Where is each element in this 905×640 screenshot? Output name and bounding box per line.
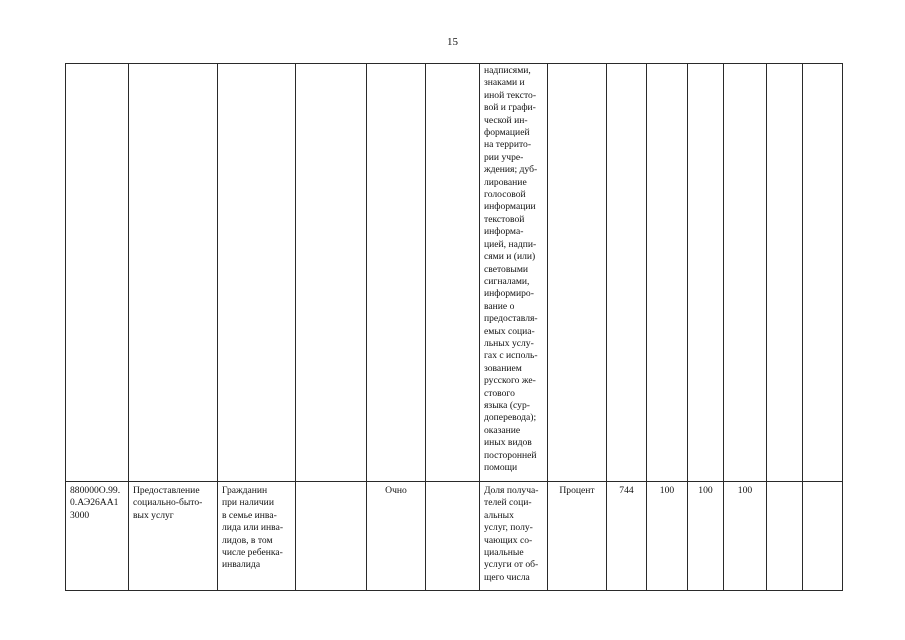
table-cell <box>688 64 724 482</box>
service-form-text: Очно <box>385 485 407 496</box>
table-cell <box>426 64 480 482</box>
table-cell <box>724 64 767 482</box>
table-cell <box>129 482 218 591</box>
table-cell <box>607 64 647 482</box>
table-cell <box>367 64 426 482</box>
service-indicators-table <box>65 63 843 591</box>
value-text: 100 <box>737 485 753 496</box>
table-cell <box>218 482 296 591</box>
table-cell <box>480 64 548 482</box>
value-text: 100 <box>659 485 675 496</box>
okei-code-text: 744 <box>619 485 634 496</box>
page-number: 15 <box>447 36 458 48</box>
table-cell <box>803 482 843 591</box>
table-cell <box>647 482 688 591</box>
table-cell <box>767 64 803 482</box>
recipient-category-text: Гражданин при наличии в семье инва- лида или инва- лидов, в том числе ребенка- инвалида <box>222 485 284 571</box>
table-row <box>66 64 843 482</box>
table-cell <box>548 482 607 591</box>
table-cell <box>647 64 688 482</box>
table-cell <box>66 482 129 591</box>
indicator-name-text: Доля получа- телей соци- альных услуг, полу- чающих со- циальные услуги от об- щего числа <box>484 485 539 583</box>
table-cell <box>767 482 803 591</box>
table-row <box>66 482 843 591</box>
service-name-text: Предоставление социально-быто- вых услуг <box>133 485 203 521</box>
table-cell <box>218 64 296 482</box>
table-cell <box>724 482 767 591</box>
table-cell <box>688 482 724 591</box>
table-cell <box>803 64 843 482</box>
table-cell <box>66 64 129 482</box>
table-cell <box>607 482 647 591</box>
value-text: 100 <box>698 485 713 496</box>
table-cell <box>548 64 607 482</box>
indicator-description-text: надписями, знаками и иной текcто- вой и графи- ческой ин- формацией на террито- рии учре- ждения; дуб- лирование голосовой информации текстовой информа- цией, надпи- сями и (или) световыми сигналами, информиро- вание о предоставля- емых социа- льных услу- гах с исполь- зованием русского же- стового языка (сур- доперевода); оказание иных видов посторонней помощи <box>484 65 538 473</box>
table-cell <box>129 64 218 482</box>
table-cell <box>296 482 367 591</box>
table-cell <box>426 482 480 591</box>
table-cell <box>480 482 548 591</box>
table-cell <box>296 64 367 482</box>
table-cell <box>367 482 426 591</box>
registry-code-text: 880000О.99. 0.АЭ26АА1 3000 <box>70 485 121 521</box>
unit-text: Процент <box>559 485 595 496</box>
